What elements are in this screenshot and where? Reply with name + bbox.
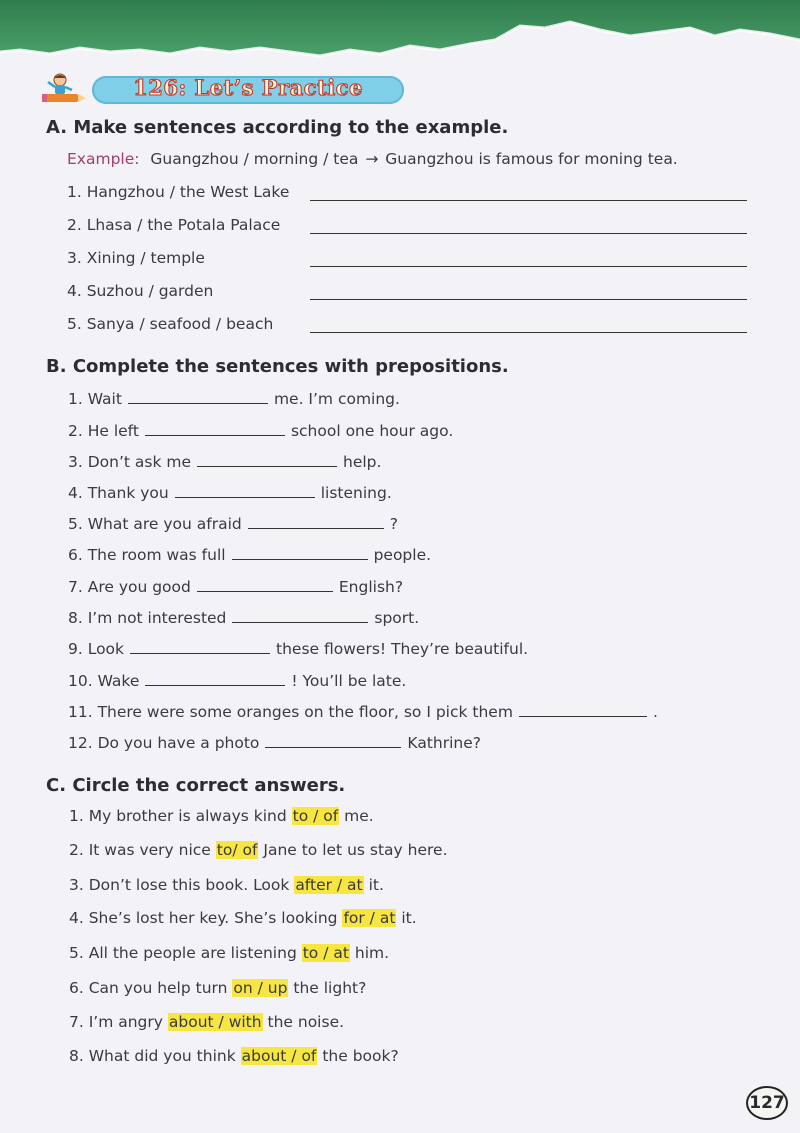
blank-b10[interactable] [145,671,285,686]
blank-b1[interactable] [128,389,268,404]
example-label: Example: [67,150,140,168]
sentence-start: 7. Are you good [68,578,191,596]
sentence-start: 4. She’s lost her key. She’s looking [69,909,338,927]
sentence-end: me. [344,807,374,825]
sentence-start: 8. I’m not interested [68,609,227,627]
section-a-item-2: 2. Lhasa / the Potala Palace [67,216,281,234]
section-b-item [68,545,431,564]
section-b-item [68,577,403,596]
blank-b7[interactable] [197,577,333,592]
section-b-item [68,514,398,533]
section-c-item [69,944,389,962]
blank-b11[interactable] [519,702,647,717]
blank-b2[interactable] [145,421,285,436]
sentence-end: him. [354,944,390,962]
answer-line-a2[interactable] [310,233,747,234]
sentence-end: school one hour ago. [290,422,454,440]
sentence-end: English? [338,578,404,596]
sentence-start: 2. He left [68,422,139,440]
section-a-item-1: 1. Hangzhou / the West Lake [67,183,290,201]
section-c-item [69,1047,399,1065]
sentence-start: 2. It was very nice [69,841,211,859]
answer-options[interactable]: on / up [233,979,288,997]
sentence-end: sport. [374,609,420,627]
section-b-heading: B. Complete the sentences with prepositions. [46,356,509,377]
title-banner [42,70,372,110]
page-title: 126: Let’s Practice [133,75,363,100]
blank-b4[interactable] [175,483,315,498]
sentence-end: it. [368,876,384,894]
answer-options[interactable]: to / at [302,944,349,962]
arrow-icon: → [365,150,379,168]
section-c-item [69,841,448,859]
sentence-end: the book? [322,1047,399,1065]
section-a-heading: A. Make sentences according to the example. [46,117,509,138]
answer-options[interactable]: about / of [241,1047,317,1065]
sentence-end: it. [401,909,417,927]
section-b-item [68,421,453,440]
sentence-end: Kathrine? [407,734,481,752]
sentence-start: 6. Can you help turn [69,979,228,997]
section-a-item-3: 3. Xining / temple [67,249,205,267]
section-b-item [68,483,392,502]
sentence-end: listening. [320,484,392,502]
blank-b6[interactable] [232,545,368,560]
sentence-start: 1. My brother is always kind [69,807,287,825]
section-a-item-4: 4. Suzhou / garden [67,282,214,300]
section-b-item [68,671,406,690]
answer-line-a1[interactable] [310,200,747,201]
blank-b3[interactable] [197,452,337,467]
section-c-item [69,876,384,894]
section-c-item [69,1013,344,1031]
section-c-heading: C. Circle the correct answers. [46,775,346,796]
answer-line-a4[interactable] [310,299,747,300]
header-band [0,0,800,70]
answer-options[interactable]: to / of [292,807,339,825]
sentence-start: 7. I’m angry [69,1013,163,1031]
page-number: 127 [746,1086,788,1120]
section-b-item [68,608,419,627]
sentence-start: 10. Wake [68,672,140,690]
answer-options[interactable]: to/ of [216,841,258,859]
section-c-item [69,909,417,927]
kid-on-pencil-icon [42,72,88,108]
blank-b9[interactable] [130,639,270,654]
section-b-item [68,702,658,721]
sentence-end: help. [343,453,382,471]
sentence-end: these flowers! They’re beautiful. [276,640,529,658]
blank-b12[interactable] [265,733,401,748]
answer-line-a5[interactable] [310,332,747,333]
section-b-item [68,639,528,658]
sentence-start: 8. What did you think [69,1047,236,1065]
sentence-end: the light? [293,979,367,997]
sentence-end: me. I’m coming. [273,390,400,408]
blank-b5[interactable] [248,514,384,529]
sentence-end: Jane to let us stay here. [263,841,448,859]
sentence-end: people. [373,546,432,564]
section-c-item [69,979,366,997]
sentence-start: 5. What are you afraid [68,515,242,533]
sentence-start: 12. Do you have a photo [68,734,260,752]
section-b-item [68,389,400,408]
sentence-start: 1. Wait [68,390,122,408]
answer-line-a3[interactable] [310,266,747,267]
sentence-end: . [652,703,658,721]
blank-b8[interactable] [232,608,368,623]
sentence-end: ? [389,515,398,533]
sentence-start: 4. Thank you [68,484,169,502]
sentence-start: 11. There were some oranges on the floor, so I pick them [68,703,513,721]
answer-options[interactable]: for / at [343,909,396,927]
example-prompt: Guangzhou / morning / tea [150,150,359,168]
sentence-start: 5. All the people are listening [69,944,297,962]
section-a-item-5: 5. Sanya / seafood / beach [67,315,274,333]
answer-options[interactable]: about / with [168,1013,262,1031]
sentence-start: 6. The room was full [68,546,226,564]
section-b-item [68,452,381,471]
sentence-start: 3. Don’t ask me [68,453,192,471]
sentence-end: the noise. [267,1013,345,1031]
example-answer: Guangzhou is famous for moning tea. [385,150,678,168]
sentence-start: 9. Look [68,640,125,658]
example-line [67,150,678,168]
section-c-item [69,807,374,825]
section-b-item [68,733,481,752]
sentence-start: 3. Don’t lose this book. Look [69,876,290,894]
sentence-end: ! You’ll be late. [291,672,407,690]
answer-options[interactable]: after / at [295,876,363,894]
